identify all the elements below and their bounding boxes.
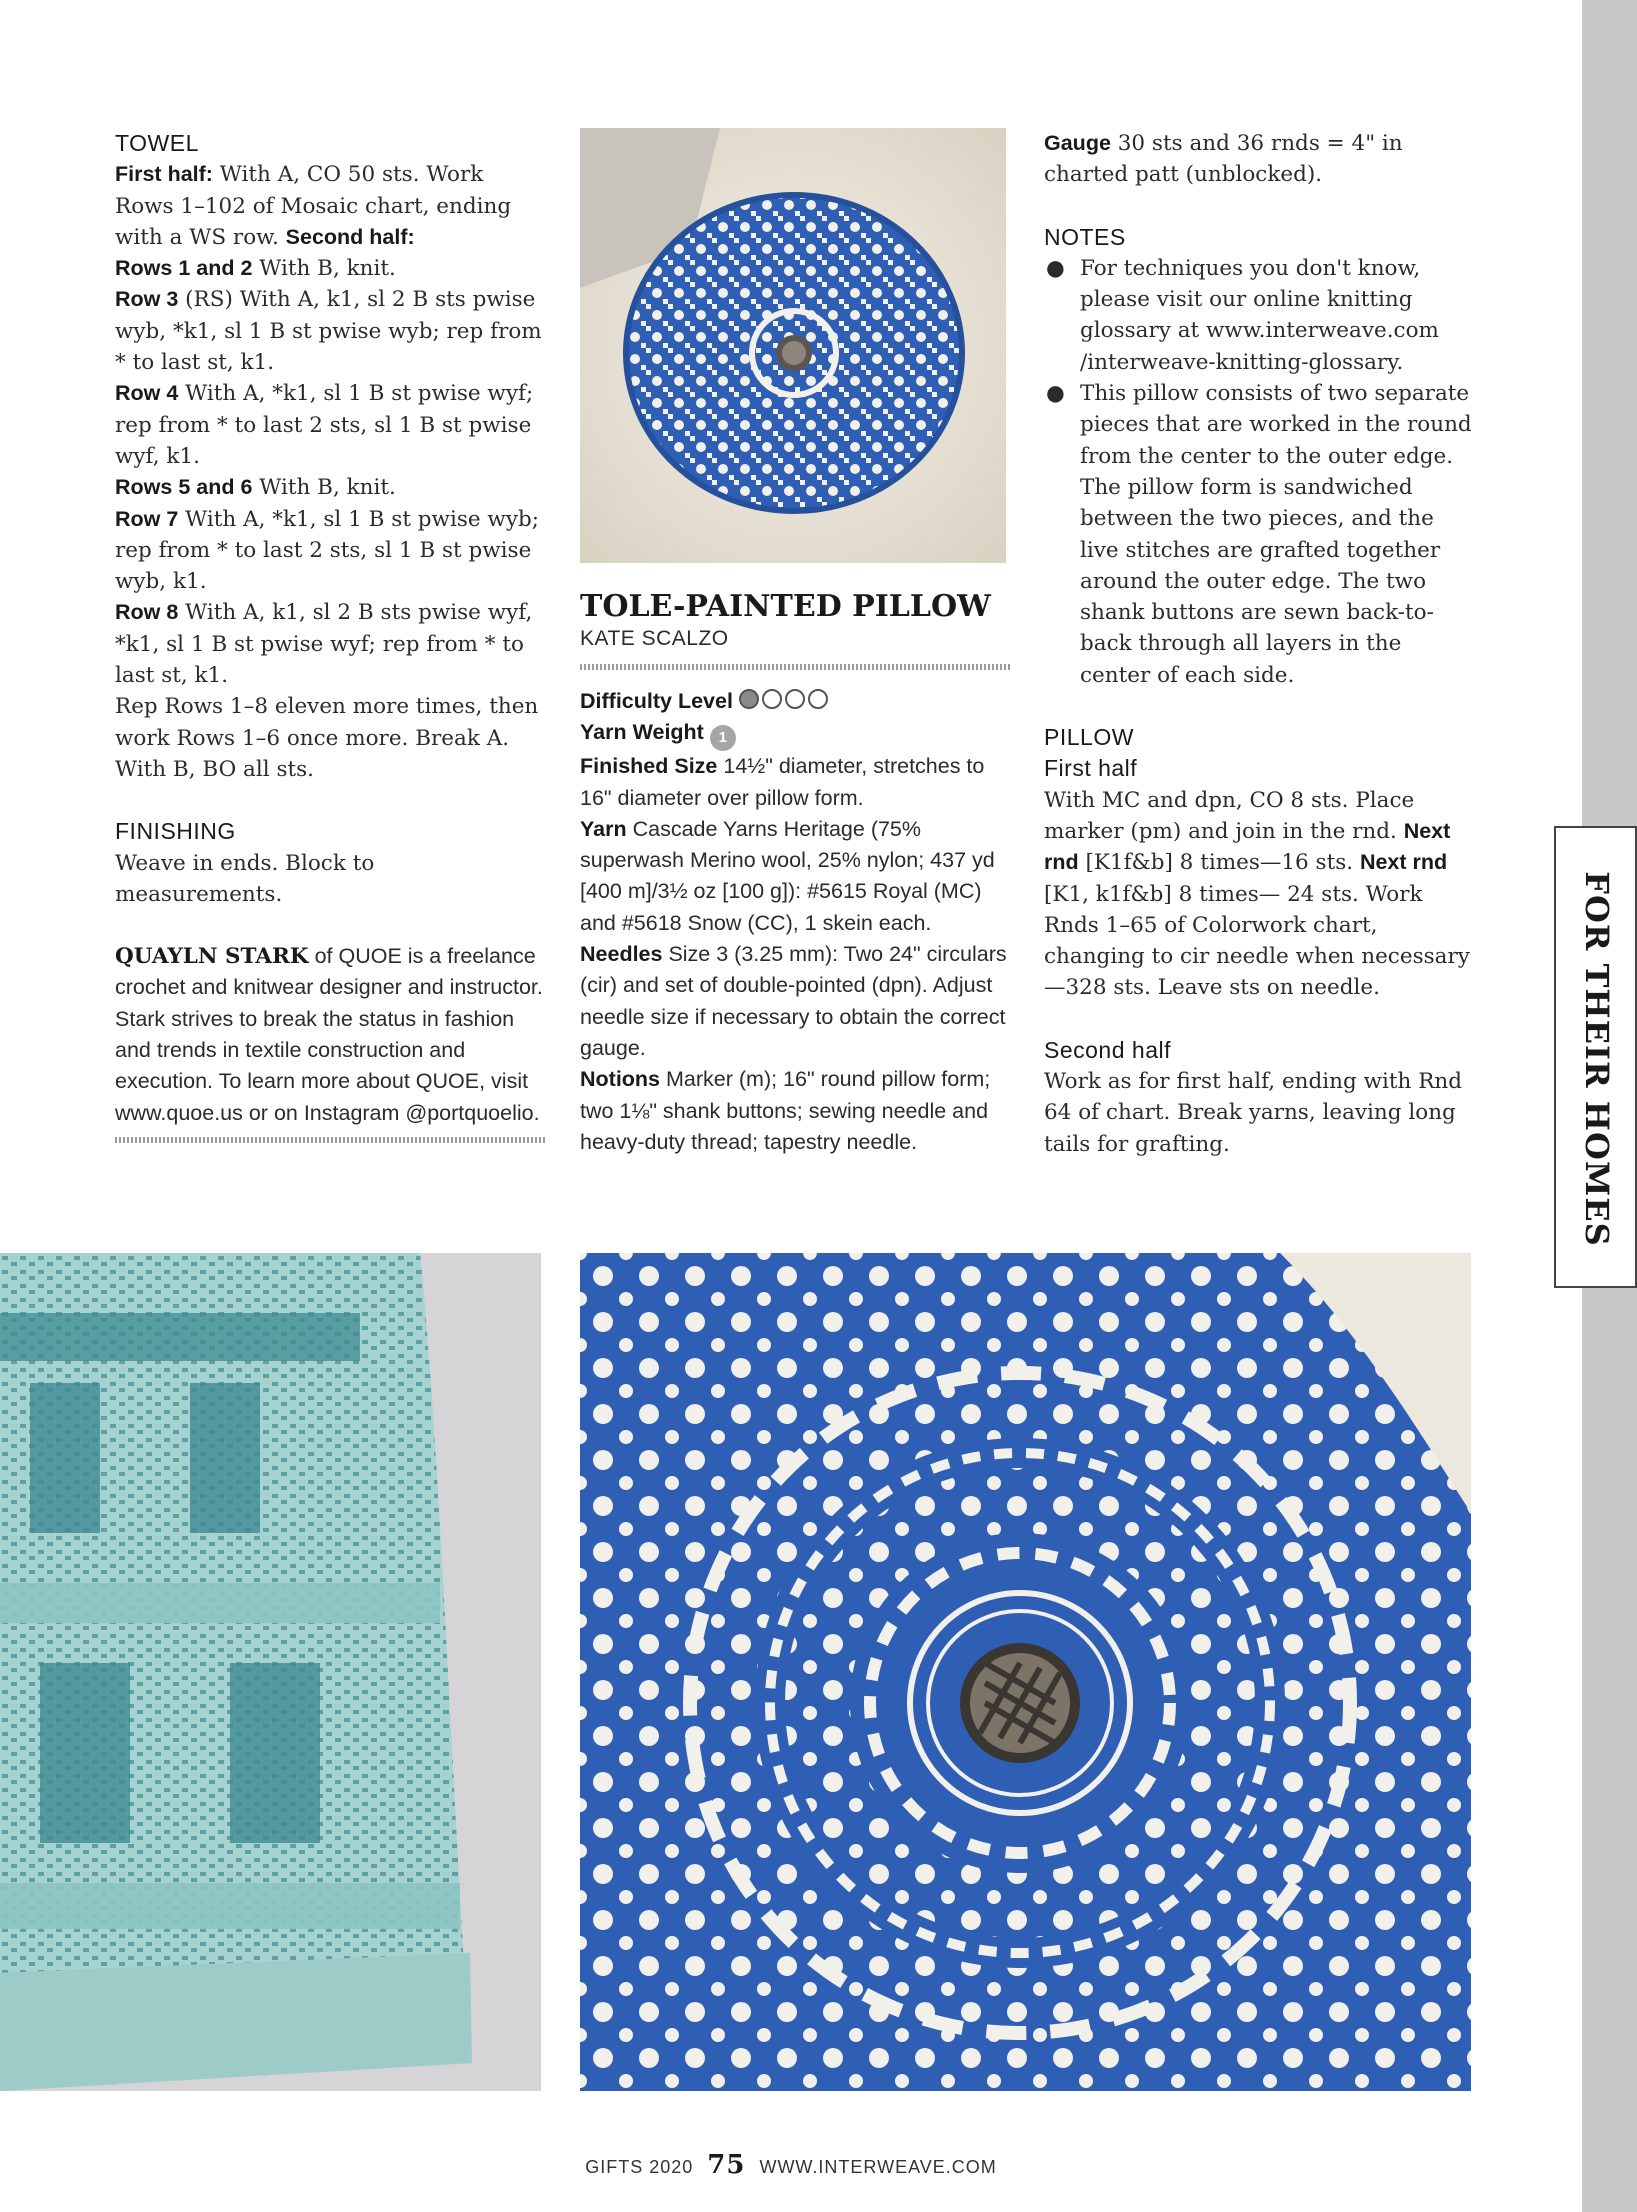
towel-rows-5-6: Rows 5 and 6 With B, knit. [115,475,396,501]
towel-rows-1-2: Rows 1 and 2 With B, knit. [115,256,396,282]
page-footer [0,2150,1582,2180]
pillow-second-half-heading: Second half [1044,1036,1171,1063]
needles-row: Needles Size 3 (3.25 mm): Two 24" circulars (cir) and set of double-pointed (dpn). Adjust needle size if necessary to obtain the correct gauge. [580,942,1007,1060]
yarn-weight-icon: 1 [710,725,736,751]
notes-column [1044,128,1474,1160]
pattern-designer: KATE SCALZO [580,627,729,650]
notes-item: ● For techniques you don't know, please visit our online knitting glossary at www.interweave.com /interweave-knitting-glossary. [1044,253,1474,378]
bullet-icon: ● [1046,255,1065,281]
section-tab [1554,826,1637,1288]
finished-size-row: Finished Size 14½" diameter, stretches to 16" diameter over pillow form. [580,754,985,810]
finishing-heading: FINISHING [115,818,236,845]
towel-heading: TOWEL [115,130,199,156]
title-divider [580,664,1010,670]
towel-row-8: Row 8 With A, k1, sl 2 B sts pwise wyf, *k1, sl 1 B st pwise wyf; rep from * to last st, k1. [115,600,533,689]
bio-divider [115,1137,545,1143]
pillow-first-half-text: With MC and dpn, CO 8 sts. Place marker (pm) and join in the rnd. Next rnd [K1f&b] 8 times—16 sts. Next rnd [K1, k1f&b] 8 times— 24 sts. Work Rnds 1–65 of Colorwork chart, changing to cir needle when necessary—328 sts. Leave sts on needle. [1044,787,1470,1001]
pattern-specs [580,686,1010,1158]
towel-repeat: Rep Rows 1–8 eleven more times, then work Rows 1–6 once more. Break A. With B, BO all sts. [115,694,539,782]
pattern-column [580,588,1010,1158]
pillow-first-half-heading: First half [1044,755,1138,782]
towel-photo-image [0,1253,541,2091]
pillow-second-half-text: Work as for first half, ending with Rnd 64 of chart. Break yarns, leaving long tails for grafting. [1044,1069,1463,1157]
section-tab-label: FOR THEIR HOMES [1578,871,1616,1247]
towel-row-4: Row 4 With A, *k1, sl 1 B st pwise wyf; rep from * to last 2 sts, sl 1 B st pwise wyf, k1. [115,381,534,469]
pillow-photo-large-image [580,1253,1471,2091]
towel-column [115,128,545,1143]
footer-website: WWW.INTERWEAVE.COM [759,2157,997,2177]
pillow-photo-small-image [580,128,1006,563]
difficulty-dots-icon [739,689,831,713]
pattern-title: TOLE-PAINTED PILLOW [580,589,991,624]
footer-issue: GIFTS 2020 [585,2157,694,2177]
pillow-photo-large [580,1253,1471,2091]
pillow-heading: PILLOW [1044,724,1134,751]
yarn-row: Yarn Cascade Yarns Heritage (75% superwash Merino wool, 25% nylon; 437 yd [400 m]/3½ oz [100 g]): #5615 Royal (MC) and #5618 Snow (CC), 1 skein each. [580,816,995,935]
finishing-text: Weave in ends. Block to measurements. [115,850,375,907]
bullet-icon: ● [1046,381,1065,407]
difficulty-row: Difficulty Level [580,686,1010,717]
towel-photo [0,1253,541,2091]
notes-heading: NOTES [1044,223,1126,250]
yarn-weight-row: Yarn Weight 1 [580,717,1010,751]
pillow-photo-small [580,128,1006,563]
designer-bio: QUAYLN STARK of QUOE is a freelance crochet and knitwear designer and instructor. Stark strives to break the status in fashion and trends in textile construction and execution. To learn more about QUOE, visit www.quoe.us or on Instagram @portquoelio. [115,944,543,1125]
towel-row-3: Row 3 (RS) With A, k1, sl 2 B sts pwise wyb, *k1, sl 1 B st pwise wyb; rep from * to last st, k1. [115,287,542,376]
page-number: 75 [707,2150,746,2180]
towel-row-7: Row 7 With A, *k1, sl 1 B st pwise wyb; rep from * to last 2 sts, sl 1 B st pwise wyb, k1. [115,506,539,595]
towel-instructions: First half: With A, CO 50 sts. Work Rows 1–102 of Mosaic chart, ending with a WS row. Second half: [115,162,512,250]
notions-row: Notions Marker (m); 16" round pillow form; two 1⅛" shank buttons; sewing needle and heavy-duty thread; tapestry needle. [580,1067,991,1154]
notes-item: ● This pillow consists of two separate pieces that are worked in the round from the center to the outer edge. The pillow form is sandwiched between the two pieces, and the live stitches are grafted together around the outer edge. The two shank buttons are sewn back-to-back through all layers in the center of each side. [1044,378,1474,691]
gauge-row: Gauge 30 sts and 36 rnds = 4" in charted patt (unblocked). [1044,131,1403,188]
